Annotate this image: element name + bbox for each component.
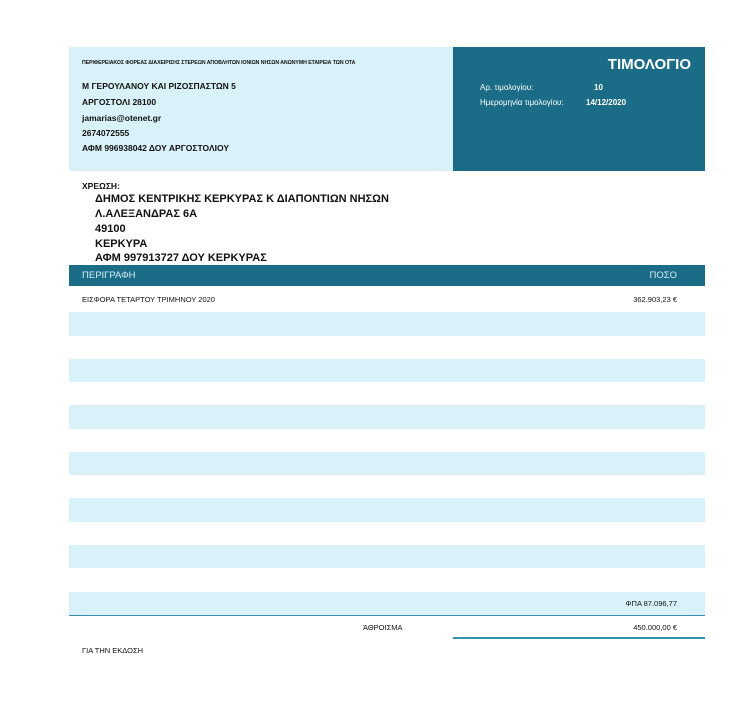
issuer-phone: 2674072555	[82, 128, 130, 138]
customer-name: ΔΗΜΟΣ ΚΕΝΤΡΙΚΗΣ ΚΕΡΚΥΡΑΣ Κ ΔΙΑΠΟΝΤΙΩΝ ΝΗΣΩΝ	[95, 193, 389, 205]
empty-row	[69, 312, 705, 335]
empty-row	[69, 498, 705, 521]
empty-row	[69, 429, 705, 452]
column-header-amount: ΠΟΣΟ	[649, 270, 677, 281]
issuer-address: Μ ΓΕΡΟΥΛΑΝΟΥ ΚΑΙ ΡΙΖΟΣΠΑΣΤΩΝ 5	[82, 81, 236, 91]
empty-row	[69, 545, 705, 568]
vat-row	[69, 592, 705, 616]
invoice-lines	[69, 289, 705, 568]
billing-label: ΧΡΕΩΣΗ:	[82, 181, 120, 191]
customer-address: Λ.ΑΛΕΞΑΝΔΡΑΣ 6Α	[95, 208, 198, 220]
empty-row	[69, 336, 705, 359]
customer-tax-id: ΑΦΜ 997913727 ΔΟΥ ΚΕΡΚΥΡΑΣ	[95, 252, 267, 264]
total-amount: 450.000,00 €	[633, 623, 677, 632]
column-header-description: ΠΕΡΙΓΡΑΦΗ	[82, 270, 136, 281]
empty-row	[69, 382, 705, 405]
empty-row	[69, 475, 705, 498]
customer-postcode: 49100	[95, 223, 126, 235]
issuer-name: ΠΕΡΙΦΕΡΕΙΑΚΟΣ ΦΟΡΕΑΣ ΔΙΑΧΕΙΡΙΣΗΣ ΣΤΕΡΕΩΝ ΑΠΟΒΛΗΤΩΝ ΙΟΝΙΩΝ ΝΗΣΩΝ ΑΝΩΝΥΜΗ ΕΤΑΙΡΕΙΑ ΤΩΝ ΟΤΑ	[82, 60, 356, 66]
empty-row	[69, 405, 705, 428]
vat-amount: ΦΠΑ 87.096,77	[625, 599, 677, 608]
issuer-city: ΑΡΓΟΣΤΟΛΙ 28100	[82, 97, 157, 107]
table-row	[69, 289, 705, 312]
empty-row	[69, 359, 705, 382]
empty-row	[69, 452, 705, 475]
issuer-tax-id: ΑΦΜ 996938042 ΔΟΥ ΑΡΓΟΣΤΟΛΙΟΥ	[82, 143, 230, 153]
invoice-date: 14/12/2020	[586, 98, 627, 107]
customer-city: ΚΕΡΚΥΡΑ	[95, 238, 148, 250]
invoice-header	[69, 47, 705, 171]
total-label: ΆΘΡΟΙΣΜΑ	[363, 623, 403, 632]
invoice-title-block	[453, 47, 705, 171]
issuer-block	[69, 47, 453, 171]
invoice-number-label: Αρ. τιμολογίου:	[480, 83, 534, 92]
issue-note: ΓΙΑ ΤΗΝ ΕΚΔΟΣΗ	[82, 646, 143, 655]
empty-row	[69, 522, 705, 545]
table-header	[69, 265, 705, 286]
invoice-date-label: Ημερομηνία τιμολογίου:	[480, 98, 564, 107]
invoice-number: 10	[594, 83, 603, 92]
line-description: ΕΙΣΦΟΡΑ ΤΕΤΑΡΤΟΥ ΤΡΙΜΗΝΟΥ 2020	[82, 295, 215, 304]
line-amount: 362.903,23 €	[633, 295, 677, 304]
total-underline	[453, 637, 705, 639]
issuer-email: jamarias@otenet.gr	[82, 113, 162, 123]
invoice-title: ΤΙΜΟΛΟΓΙΟ	[607, 56, 691, 73]
total-row	[69, 617, 705, 639]
